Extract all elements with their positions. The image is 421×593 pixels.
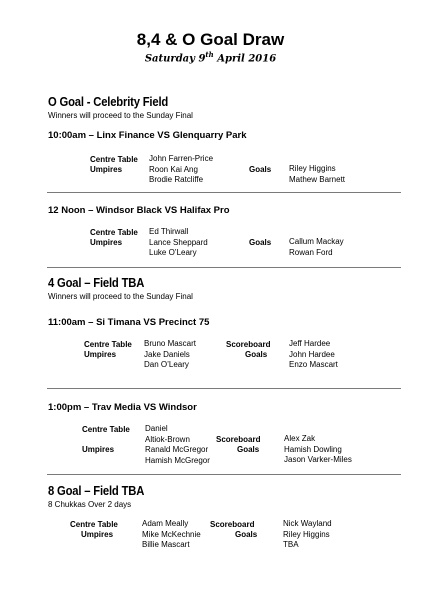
- date-suffix: th: [205, 50, 214, 59]
- other-official-name: Jason Varker-Miles: [284, 455, 352, 464]
- officials-list: [149, 227, 208, 259]
- umpires-label: Umpires: [82, 445, 115, 454]
- goal-judge-name: Mathew Barnett: [289, 174, 346, 184]
- umpires-label: Umpires: [90, 165, 123, 174]
- section-note-4-goal: Winners will proceed to the Sunday Final: [48, 292, 193, 301]
- section-note-8-goal: 8 Chukkas Over 2 days: [48, 500, 132, 509]
- other-official-name: Enzo Mascart: [289, 360, 338, 369]
- goals-label: Goals: [249, 165, 272, 174]
- goal-judge-name: Rowan Ford: [289, 247, 333, 257]
- scoreboard-label: Scoreboard: [226, 340, 271, 349]
- goals-label: Goals: [249, 238, 272, 247]
- divider: [47, 388, 401, 389]
- other-official-name: Nick Wayland: [283, 519, 332, 528]
- goal-judge-name: Callum Mackay: [289, 237, 344, 246]
- official-name: Ranald McGregor: [145, 445, 209, 454]
- official-name: Lance Sheppard: [149, 237, 208, 247]
- event-date: [0, 50, 421, 64]
- official-name: Daniel: [145, 424, 168, 433]
- goal-judges-list: [289, 164, 345, 185]
- match-title: 11:00am – Si Timana VS Precinct 75: [48, 317, 210, 328]
- official-name: Hamish McGregor: [145, 455, 210, 465]
- other-official-name: Jeff Hardee: [289, 339, 331, 348]
- officials-list: [145, 424, 210, 466]
- match-title: 1:00pm – Trav Media VS Windsor: [48, 402, 197, 413]
- section-note-o-goal: Winners will proceed to the Sunday Final: [48, 111, 193, 120]
- section-heading-8-goal: 8 Goal – Field TBA: [48, 484, 145, 498]
- umpires-label: Umpires: [90, 238, 123, 247]
- official-name: Ed Thirwall: [149, 227, 189, 236]
- umpires-label: Umpires: [81, 530, 114, 539]
- official-name: Roon Kai Ang: [149, 164, 198, 174]
- section-heading-o-goal: O Goal - Celebrity Field: [48, 95, 169, 109]
- goals-label: Goals: [245, 350, 268, 359]
- officials-list: [142, 519, 201, 551]
- officials-list: [149, 154, 213, 186]
- official-name: Luke O’Leary: [149, 248, 197, 257]
- official-name: Dan O’Leary: [144, 360, 189, 369]
- official-name: John Farren-Price: [149, 154, 214, 163]
- official-name: Altiok-Brown: [145, 434, 190, 444]
- goals-label: Goals: [237, 445, 260, 454]
- official-name: Brodie Ratcliffe: [149, 175, 204, 184]
- centre-table-label: Centre Table: [90, 155, 138, 164]
- other-officials-list: [283, 519, 332, 551]
- centre-table-label: Centre Table: [84, 340, 132, 349]
- scoreboard-label: Scoreboard: [210, 520, 255, 529]
- other-official-name: Riley Higgins: [283, 529, 330, 539]
- official-name: Billie Mascart: [142, 540, 190, 549]
- goal-judge-name: Riley Higgins: [289, 164, 336, 173]
- goals-label: Goals: [235, 530, 258, 539]
- centre-table-label: Centre Table: [90, 228, 138, 237]
- other-official-name: John Hardee: [289, 349, 335, 359]
- centre-table-label: Centre Table: [82, 425, 130, 434]
- divider: [47, 192, 401, 193]
- official-name: Jake Daniels: [144, 349, 190, 359]
- officials-list: [144, 339, 196, 371]
- other-official-name: TBA: [283, 540, 299, 549]
- goal-judges-list: [289, 237, 344, 258]
- match-title: 10:00am – Linx Finance VS Glenquarry Park: [48, 130, 247, 141]
- page-title: 8,4 & O Goal Draw: [136, 30, 285, 49]
- divider: [47, 267, 401, 268]
- other-official-name: Alex Zak: [284, 434, 316, 443]
- other-official-name: Hamish Dowling: [284, 444, 342, 454]
- centre-table-label: Centre Table: [70, 520, 118, 529]
- other-officials-list: [289, 339, 338, 371]
- divider: [47, 474, 401, 475]
- other-officials-list: [284, 434, 352, 466]
- official-name: Bruno Mascart: [144, 339, 197, 348]
- date-month-year: April 2016: [213, 53, 277, 65]
- match-title: 12 Noon – Windsor Black VS Halifax Pro: [48, 205, 230, 216]
- date-day: Saturday 9: [144, 53, 206, 65]
- official-name: Adam Meally: [142, 519, 189, 528]
- scoreboard-label: Scoreboard: [216, 435, 261, 444]
- umpires-label: Umpires: [84, 350, 117, 359]
- section-heading-4-goal: 4 Goal – Field TBA: [48, 276, 145, 290]
- official-name: Mike McKechnie: [142, 529, 201, 539]
